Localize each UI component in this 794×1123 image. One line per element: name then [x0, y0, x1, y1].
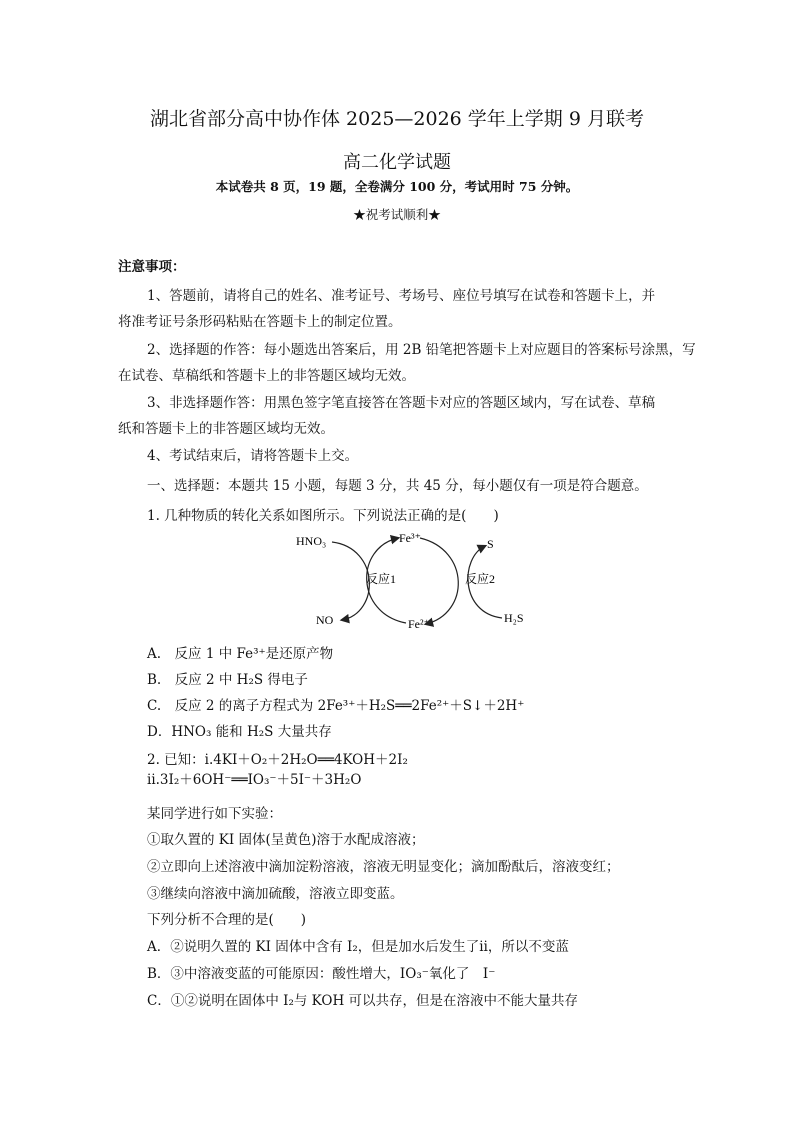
q2-intro: 某同学进行如下实验：	[147, 806, 282, 822]
hno3-label: HNO₃	[296, 534, 327, 548]
reaction-2-label: 反应2	[465, 572, 496, 586]
section-1-heading: 一、选择题：本题共 15 小题，每题 3 分，共 45 分，每小题仅有一项是符合题意。	[147, 478, 648, 494]
reaction-cycle-diagram	[280, 528, 540, 638]
exam-title: 湖北省部分高中协作体 2025—2026 学年上学期 9 月联考	[150, 108, 644, 130]
h2s-label: H₂S	[504, 611, 524, 625]
reaction-1-label: 反应1	[366, 572, 397, 586]
good-luck-line: ★祝考试顺利★	[353, 207, 441, 222]
s-label: S	[487, 537, 494, 551]
exam-subtitle: 高二化学试题	[343, 152, 451, 173]
arrow-hno3-to-no	[332, 542, 369, 620]
q1-option-b: B. 反应 2 中 H₂S 得电子	[147, 672, 308, 688]
question-1-stem: 1. 几种物质的转化关系如图所示。下列说法正确的是( )	[147, 508, 499, 524]
question-2-stem: 2. 已知：ⅰ.4KI＋O₂＋2H₂O══4KOH＋2I₂	[147, 752, 408, 768]
q2-option-b: B．③中溶液变蓝的可能原因：酸性增大，IO₃⁻氧化了 I⁻	[147, 966, 496, 982]
no-label: NO	[316, 613, 334, 627]
notice-item-3-line-1: 3、非选择题作答：用黑色签字笔直接答在答题卡对应的答题区域内，写在试卷、草稿	[147, 395, 656, 411]
q2-option-c: C．①②说明在固体中 I₂与 KOH 可以共存，但是在溶液中不能大量共存	[147, 993, 579, 1009]
notice-item-1-line-2: 将准考证号条形码粘贴在答题卡上的制定位置。	[118, 314, 402, 330]
q2-equation-ii: ⅱ.3I₂＋6OH⁻══IO₃⁻＋5I⁻＋3H₂O	[147, 772, 362, 788]
notice-item-3-line-2: 纸和答题卡上的非答题区域均无效。	[118, 421, 334, 437]
notice-item-1-line-1: 1、答题前，请将自己的姓名、准考证号、考场号、座位号填写在试卷和答题卡上，并	[147, 288, 656, 304]
q2-step-3: ③继续向溶液中滴加硫酸，溶液立即变蓝。	[147, 886, 404, 902]
notice-heading: 注意事项：	[118, 259, 186, 275]
q1-option-c: C. 反应 2 的离子方程式为 2Fe³⁺＋H₂S══2Fe²⁺＋S↓＋2H⁺	[147, 698, 525, 714]
q2-step-1: ①取久置的 KI 固体(呈黄色)溶于水配成溶液；	[147, 832, 425, 848]
q2-option-a: A．②说明久置的 KI 固体中含有 I₂，但是加水后发生了ⅱ，所以不变蓝	[147, 939, 569, 955]
q1-option-d: D．HNO₃ 能和 H₂S 大量共存	[147, 724, 332, 740]
notice-item-4: 4、考试结束后，请将答题卡上交。	[147, 448, 359, 464]
notice-item-2-line-2: 在试卷、草稿纸和答题卡上的非答题区域均无效。	[118, 368, 415, 384]
exam-info: 本试卷共 8 页，19 题，全卷满分 100 分，考试用时 75 分钟。	[215, 179, 579, 194]
q2-step-2: ②立即向上述溶液中滴加淀粉溶液，溶液无明显变化；滴加酚酞后，溶液变红；	[147, 859, 620, 875]
notice-item-2-line-1: 2、选择题的作答：每小题选出答案后，用 2B 铅笔把答题卡上对应题目的答案标号涂黑，写	[147, 342, 696, 358]
q1-option-a: A. 反应 1 中 Fe³⁺是还原产物	[147, 646, 334, 662]
fe3-label: Fe³⁺	[399, 531, 421, 545]
q2-question: 下列分析不合理的是( )	[147, 912, 307, 928]
fe2-label: Fe²⁺	[408, 617, 430, 631]
arrow-fe3-to-fe2	[420, 538, 458, 624]
